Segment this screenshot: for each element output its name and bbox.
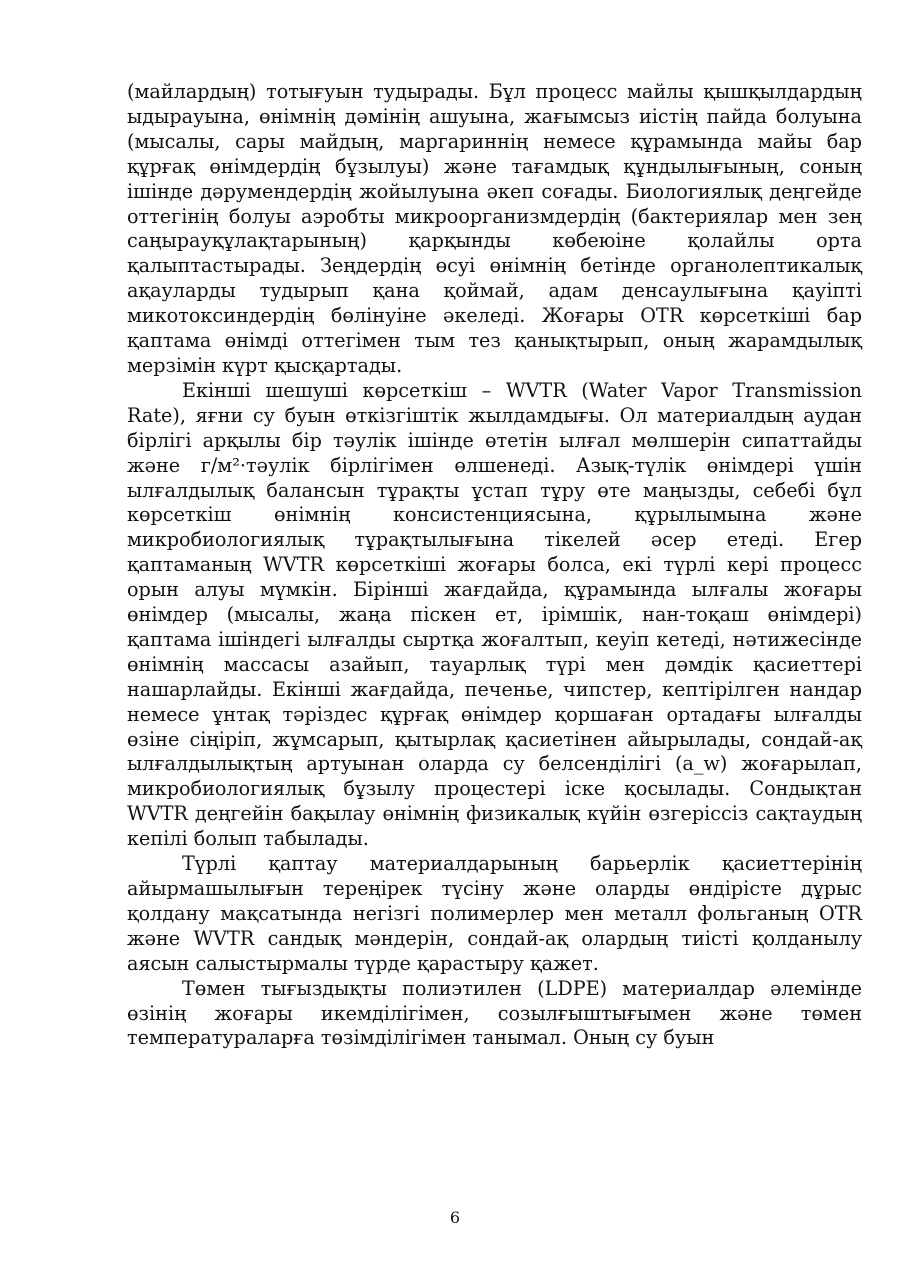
document-body — [127, 80, 862, 1051]
paragraph-oxidation-continued: (майлардың) тотығуын тудырады. Бұл процесс майлы қышқылдардың ыдырауына, өнімнің дәмінің ашуына, жағымсыз иістің пайда болуына (мысалы, сары майдың, маргариннің немесе құрамында майы бар құрғақ өнімдердің бұзылуы) және тағамдық құндылығының, соның ішінде дәрумендердің жойылуына әкеп соғады. Биологиялық деңгейде оттегінің болуы аэробты микроорганизмдердің (бактериялар мен зең саңырауқұлақтарының) қарқынды көбеюіне қолайлы орта қалыптастырады. Зеңдердің өсуі өнімнің бетінде органолептикалық ақауларды тудырып қана қоймай, адам денсаулығына қауіпті микотоксиндердің бөлінуіне әкеледі. Жоғары OTR көрсеткіші бар қаптама өнімді оттегімен тым тез қанықтырып, оның жарамдылық мерзімін күрт қысқартады. — [127, 80, 862, 377]
paragraph-wvtr: Екінші шешуші көрсеткіш – WVTR (Water Vapor Transmission Rate), яғни су буын өткізгіштік жылдамдығы. Ол материалдың аудан бірлігі арқылы бір тәулік ішінде өтетін ылғал мөлшерін сипаттайды және г/м²·тәулік бірлігімен өлшенеді. Азық-түлік өнімдері үшін ылғалдылық балансын тұрақты ұстап тұру өте маңызды, себебі бұл көрсеткіш өнімнің консистенциясына, құрылымына және микробиологиялық тұрақтылығына тікелей әсер етеді. Егер қаптаманың WVTR көрсеткіші жоғары болса, екі түрлі кері процесс орын алуы мүмкін. Бірінші жағдайда, құрамында ылғалы жоғары өнімдер (мысалы, жаңа піскен ет, ірімшік, нан-тоқаш өнімдері) қаптама ішіндегі ылғалды сыртқа жоғалтып, кеуіп кетеді, нәтижесінде өнімнің массасы азайып, тауарлық түрі мен дәмдік қасиеттері нашарлайды. Екінші жағдайда, печенье, чипстер, кептірілген нандар немесе ұнтақ тәріздес құрғақ өнімдер қоршаған ортадағы ылғалды өзіне сіңіріп, жұмсарып, қытырлақ қасиетінен айырылады, сондай-ақ ылғалдылықтың артуынан оларда су белсенділігі (a_w) жоғарылап, микробиологиялық бұзылу процестері іске қосылады. Сондықтан WVTR деңгейін бақылау өнімнің физикалық күйін өзгеріссіз сақтаудың кепілі болып табылады. — [127, 378, 862, 851]
paragraph-barrier-comparison: Түрлі қаптау материалдарының барьерлік қасиеттерінің айырмашылығын тереңірек түсіну және оларды өндірісте дұрыс қолдану мақсатында негізгі полимерлер мен металл фольганың OTR және WVTR сандық мәндерін, сондай-ақ олардың тиісті қолданылу аясын салыстырмалы түрде қарастыру қажет. — [127, 852, 862, 975]
page-number: 6 — [449, 1208, 461, 1227]
paragraph-ldpe: Төмен тығыздықты полиэтилен (LDPE) материалдар әлемінде өзінің жоғары икемділігімен, созылғыштығымен және төмен температураларға төзімділігімен танымал. Оның су буын — [127, 976, 862, 1050]
